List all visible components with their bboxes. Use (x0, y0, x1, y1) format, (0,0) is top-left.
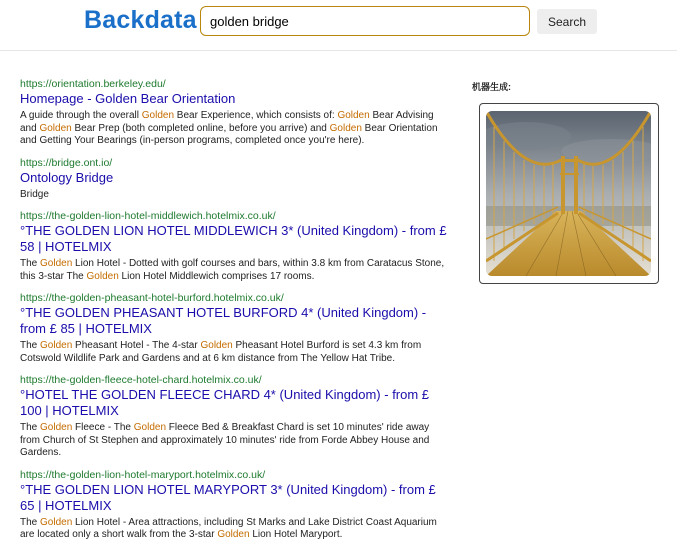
highlighted-term: Golden (86, 270, 119, 282)
result-title-link[interactable]: °THE GOLDEN PHEASANT HOTEL BURFORD 4* (United Kingdom) - from £ 85 | HOTELMIX (20, 305, 427, 336)
search-result (20, 469, 450, 542)
snippet-text: Pheasant Hotel - The 4-star (72, 340, 201, 351)
result-url[interactable]: https://the-golden-pheasant-hotel-burford.hotelmix.co.uk/ (20, 292, 284, 304)
snippet-text: Fleece Bed & Breakfast Chard is set 10 minutes' ride away from Church of St Stephen and approximately 10 minutes' ride from Forde Abbey House and Gardens. (20, 422, 430, 458)
search-input[interactable] (200, 6, 530, 36)
snippet-text: Fleece - The (72, 422, 134, 433)
search-button[interactable]: Search (537, 9, 597, 34)
result-snippet (20, 340, 450, 365)
result-url[interactable]: https://the-golden-lion-hotel-maryport.hotelmix.co.uk/ (20, 468, 266, 481)
result-snippet (20, 258, 450, 283)
highlighted-term: Golden (40, 516, 73, 528)
snippet-text: Bear Experience, which consists of: (174, 110, 338, 121)
snippet-text: The (20, 258, 41, 269)
highlighted-term: Golden (133, 422, 167, 433)
highlighted-term: Golden (40, 422, 73, 433)
golden-bridge-image[interactable] (486, 111, 651, 276)
snippet-text: Bear Prep (both completed online, before you arrive) and (71, 122, 330, 134)
result-title-link[interactable]: °THE GOLDEN LION HOTEL MARYPORT 3* (United Kingdom) - from £ 65 | HOTELMIX (20, 481, 436, 513)
snippet-text: Lion Hotel Maryport. (249, 529, 343, 540)
machine-generated-label: 机器生成: (472, 82, 511, 92)
result-snippet (20, 110, 450, 148)
result-snippet (20, 189, 450, 202)
result-url[interactable]: https://orientation.berkeley.edu/ (20, 78, 166, 90)
result-title-link[interactable]: °HOTEL THE GOLDEN FLEECE CHARD 4* (United Kingdom) - from £ 100 | HOTELMIX (20, 387, 430, 418)
snippet-text: Bear Advising and (20, 110, 434, 134)
search-result (20, 157, 450, 202)
snippet-text: The (20, 422, 41, 433)
snippet-text: Bear Orientation and Getting Your Bearings (in-person programs, completed once you're here). (20, 122, 438, 146)
highlighted-term: Golden (141, 110, 175, 121)
result-snippet (20, 517, 450, 542)
generated-image-panel (479, 103, 659, 284)
highlighted-term: Golden (40, 340, 73, 351)
snippet-text: The (20, 516, 41, 528)
result-url[interactable]: https://bridge.ont.io/ (20, 156, 113, 169)
snippet-text: Lion Hotel - Dotted with golf courses and bars, within 3.8 km from Caratacus Stone, this 3-star The (20, 258, 445, 282)
snippet-text: Lion Hotel - Area attractions, including St Marks and Lake District Coast Aquarium are located only a short walk from the 3-star (20, 516, 437, 540)
search-result (20, 78, 450, 148)
snippet-text: Pheasant Hotel Burford is set 4.3 km from Cotswold Wildlife Park and Gardens and at 6 km distance from The Yellow Hat Tribe. (20, 340, 422, 364)
highlighted-term: Golden (200, 340, 233, 351)
highlighted-term: Golden (217, 529, 250, 540)
result-title-link[interactable]: Homepage - Golden Bear Orientation (20, 91, 236, 106)
result-title-link[interactable]: Ontology Bridge (20, 169, 114, 185)
snippet-text: Lion Hotel Middlewich comprises 17 rooms. (118, 270, 315, 282)
highlighted-term: Golden (337, 110, 370, 121)
highlighted-term: Golden (39, 122, 72, 134)
search-result (20, 292, 450, 365)
result-title-link[interactable]: °THE GOLDEN LION HOTEL MIDDLEWICH 3* (United Kingdom) - from £ 58 | HOTELMIX (20, 223, 447, 254)
search-result (20, 210, 450, 283)
result-url[interactable]: https://the-golden-fleece-hotel-chard.hotelmix.co.uk/ (20, 374, 262, 386)
results-list (20, 78, 450, 551)
result-url[interactable]: https://the-golden-lion-hotel-middlewich.hotelmix.co.uk/ (20, 210, 276, 222)
search-result (20, 374, 450, 460)
highlighted-term: Golden (329, 122, 362, 134)
site-logo[interactable]: Backdata (84, 6, 197, 34)
snippet-text: A guide through the overall (20, 110, 142, 121)
snippet-text: The (20, 340, 41, 351)
highlighted-term: Golden (40, 258, 73, 269)
header-bar (0, 0, 677, 51)
snippet-text: Bridge (20, 188, 49, 200)
result-snippet (20, 422, 450, 460)
